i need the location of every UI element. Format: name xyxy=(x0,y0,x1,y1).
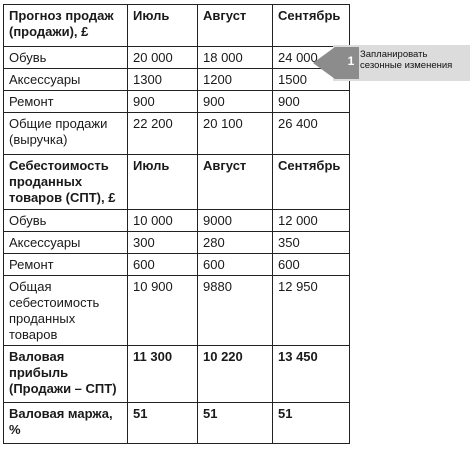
table-cell: 51 xyxy=(198,403,273,444)
table-cell: 22 200 xyxy=(128,113,198,155)
table-cell: 12 000 xyxy=(273,210,350,232)
table-row xyxy=(4,69,350,91)
row-label: Аксессуары xyxy=(4,232,128,254)
table-row xyxy=(4,91,350,113)
gross-profit-label: Валовая прибыль (Продажи – СПТ) xyxy=(4,346,128,403)
table-row xyxy=(4,210,350,232)
cogs-header-row xyxy=(4,155,350,210)
month-header-august: Август xyxy=(198,155,273,210)
table-cell: 10 900 xyxy=(128,276,198,346)
table-row xyxy=(4,276,350,346)
table-cell: 10 000 xyxy=(128,210,198,232)
row-label: Общие продажи (выручка) xyxy=(4,113,128,155)
table-cell: 51 xyxy=(128,403,198,444)
row-label: Ремонт xyxy=(4,254,128,276)
table-cell: 20 000 xyxy=(128,47,198,69)
table-cell: 12 950 xyxy=(273,276,350,346)
callout-note xyxy=(313,44,471,82)
month-header-august: Август xyxy=(198,5,273,47)
table-row xyxy=(4,254,350,276)
table-cell: 51 xyxy=(273,403,350,444)
table-cell: 900 xyxy=(198,91,273,113)
gross-margin-row xyxy=(4,403,350,444)
callout-number: 1 xyxy=(347,54,355,68)
table-cell: 11 300 xyxy=(128,346,198,403)
table-cell: 350 xyxy=(273,232,350,254)
table-cell: 9000 xyxy=(198,210,273,232)
table-cell: 600 xyxy=(273,254,350,276)
table-row xyxy=(4,113,350,155)
month-header-july: Июль xyxy=(128,155,198,210)
table-cell: 600 xyxy=(198,254,273,276)
cogs-header-label: Себестоимость проданных товаров (СПТ), £ xyxy=(4,155,128,210)
table-cell: 300 xyxy=(128,232,198,254)
row-label: Аксессуары xyxy=(4,69,128,91)
table-row xyxy=(4,47,350,69)
table-cell: 280 xyxy=(198,232,273,254)
table-cell: 20 100 xyxy=(198,113,273,155)
month-header-july: Июль xyxy=(128,5,198,47)
row-label: Обувь xyxy=(4,210,128,232)
row-label: Общая себестоимость проданных товаров xyxy=(4,276,128,346)
table-cell: 26 400 xyxy=(273,113,350,155)
row-label: Обувь xyxy=(4,47,128,69)
gross-margin-label: Валовая маржа, % xyxy=(4,403,128,444)
sales-header-row xyxy=(4,5,350,47)
table-cell: 1500 xyxy=(273,69,350,91)
table-cell: 18 000 xyxy=(198,47,273,69)
table-cell: 10 220 xyxy=(198,346,273,403)
sales-forecast-table xyxy=(3,4,350,444)
table-cell: 13 450 xyxy=(273,346,350,403)
table-cell: 600 xyxy=(128,254,198,276)
month-header-september: Сентябрь xyxy=(273,5,350,47)
table-cell: 1300 xyxy=(128,69,198,91)
table-row xyxy=(4,232,350,254)
callout-text: Запланировать сезонные изменения xyxy=(360,49,453,71)
gross-profit-row xyxy=(4,346,350,403)
row-label: Ремонт xyxy=(4,91,128,113)
table-cell: 1200 xyxy=(198,69,273,91)
table-cell: 9880 xyxy=(198,276,273,346)
table-cell: 900 xyxy=(273,91,350,113)
month-header-september: Сентябрь xyxy=(273,155,350,210)
sales-header-label: Прогноз продаж (продажи), £ xyxy=(4,5,128,47)
table-cell: 900 xyxy=(128,91,198,113)
table-cell: 24 000 xyxy=(273,47,350,69)
